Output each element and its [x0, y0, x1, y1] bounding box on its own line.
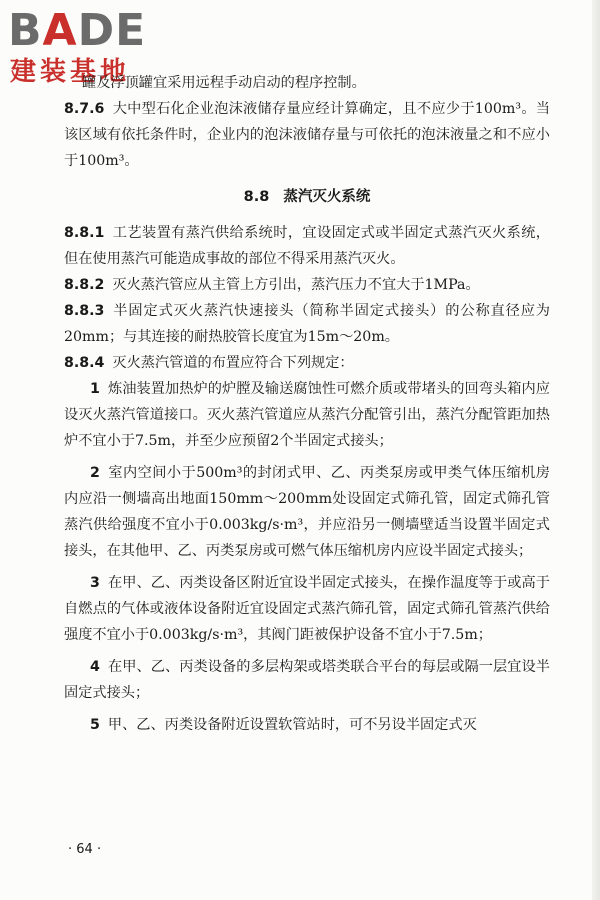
list-item-5: 5 甲、乙、丙类设备附近设置软管站时，可不另设半固定式灭: [90, 717, 477, 733]
clause-8-8-2: 8.8.2 灭火蒸汽管应从主管上方引出，蒸汽压力不宜大于1MPa。: [64, 277, 480, 293]
list-item-3: 3 在甲、乙、丙类设备区附近宜设半固定式接头，在操作温度等于或高于自燃点的气体或液体设备附近宜设固定式蒸汽筛孔管，固定式筛孔管蒸汽供给强度不宜小于0.003kg/s·m³，其阀门距被保护设备不宜小于7.5m；: [64, 575, 550, 643]
watermark-subtitle: 建装基地: [10, 57, 131, 87]
paragraph-continuation: 罐及浮顶罐宜采用远程手动启动的程序控制。: [82, 75, 366, 91]
clause-8-8-4: 8.8.4 灭火蒸汽管道的布置应符合下列规定：: [64, 355, 354, 371]
section-heading-8-8: 8.8 蒸汽灭火系统: [243, 189, 371, 205]
list-item-1: 1 炼油装置加热炉的炉膛及输送腐蚀性可燃介质或带堵头的回弯头箱内应设灭火蒸汽管道接口。灭火蒸汽管道应从蒸汽分配管引出，蒸汽分配管距加热炉不宜小于7.5m，并至少应预留2个半固定式接头；: [64, 381, 550, 449]
page-edge-shadow: [592, 0, 600, 900]
clause-8-8-1: 8.8.1 工艺装置有蒸汽供给系统时，宜设固定式或半固定式蒸汽灭火系统，但在使用蒸汽可能造成事故的部位不得采用蒸汽灭火。: [64, 225, 550, 267]
list-item-4: 4 在甲、乙、丙类设备的多层构架或塔类联合平台的每层或隔一层宜设半固定式接头；: [64, 659, 550, 701]
document-body: [64, 70, 550, 738]
watermark-brand: BADE: [8, 5, 147, 56]
clause-8-8-3: 8.8.3 半固定式灭火蒸汽快速接头（简称半固定式接头）的公称直径应为20mm；与其连接的耐热胶管长度宜为15m～20m。: [64, 303, 550, 345]
page-number: · 64 ·: [68, 842, 102, 857]
list-item-2: 2 室内空间小于500m³的封闭式甲、乙、丙类泵房或甲类气体压缩机房内应沿一侧墙高出地面150mm～200mm处设固定式筛孔管，固定式筛孔管蒸汽供给强度不宜小于0.003kg/s·m³，并应沿另一侧墙壁适当设置半固定式接头，在其他甲、乙、丙类泵房或可燃气体压缩机房内应设半固定式接头；: [64, 465, 550, 559]
clause-8-7-6: 8.7.6 大中型石化企业泡沫液储存量应经计算确定，且不应少于100m³。当该区域有依托条件时，企业内的泡沫液储存量与可依托的泡沫液量之和不应小于100m³。: [64, 101, 550, 169]
